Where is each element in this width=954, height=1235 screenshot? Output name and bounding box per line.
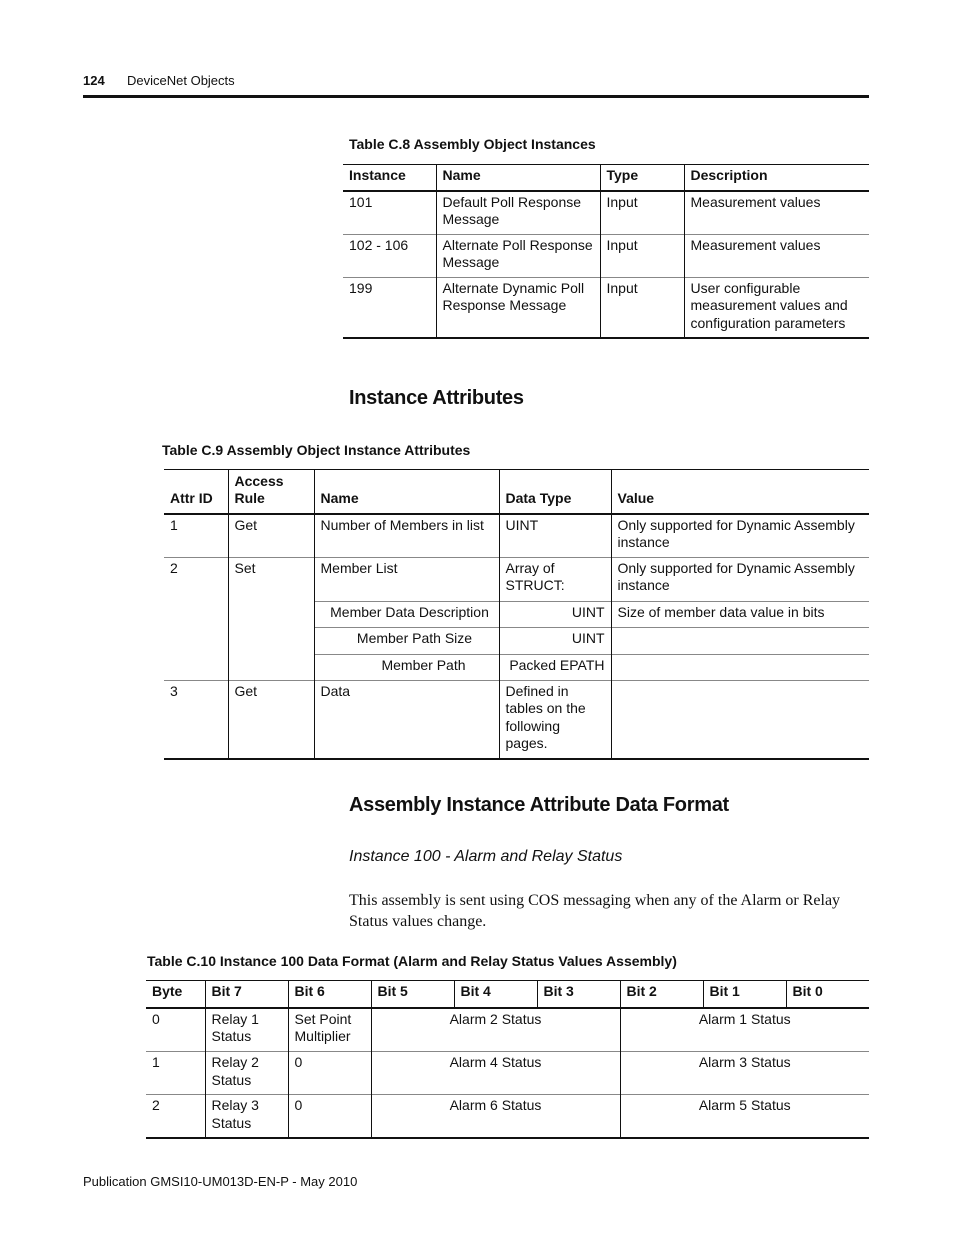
paragraph: This assembly is sent using COS messaging when any of the Alarm or Relay Status values change. [349, 892, 841, 930]
cell: Input [600, 234, 684, 277]
cell: UINT [499, 627, 611, 654]
cell: 101 [349, 193, 373, 210]
col-header: Name [314, 470, 499, 514]
section-heading: Assembly Instance Attribute Data Format [349, 794, 729, 816]
col-header: Bit 4 [454, 981, 537, 1008]
table-c9 [164, 469, 869, 760]
cell: Get [228, 514, 314, 558]
cell: Set [228, 557, 314, 680]
cell: Alarm 3 Status [620, 1052, 869, 1095]
col-header: Bit 2 [620, 981, 703, 1008]
cell: Alarm 5 Status [620, 1095, 869, 1139]
cell: Member Path Size [314, 627, 499, 654]
cell: Packed EPATH [499, 654, 611, 680]
col-header: Bit 1 [703, 981, 786, 1008]
page-footer: Publication GMSI10-UM013D-EN-P - May 2010 [83, 1174, 358, 1189]
cell: Defined in tables on the following pages. [499, 680, 611, 759]
cell: UINT [499, 601, 611, 627]
cell: 0 [152, 1010, 160, 1027]
table-row [146, 1008, 869, 1052]
table-row [343, 234, 869, 277]
table-c8 [343, 164, 869, 339]
page-number: 124 [83, 73, 105, 88]
cell: 0 [288, 1095, 371, 1139]
table-row [343, 277, 869, 338]
cell: Array of STRUCT: [499, 557, 611, 601]
col-header: Description [684, 165, 869, 191]
col-header: Access Rule [228, 470, 314, 514]
cell: Measurement values [684, 191, 869, 235]
running-header: DeviceNet Objects [127, 73, 235, 88]
cell: Measurement values [684, 234, 869, 277]
col-header: Attr ID [164, 470, 228, 514]
cell: UINT [499, 514, 611, 558]
col-header: Bit 3 [537, 981, 620, 1008]
cell: 0 [288, 1052, 371, 1095]
table-row [343, 191, 869, 235]
table-row [164, 514, 869, 558]
table-c8-caption: Table C.8 Assembly Object Instances [349, 136, 596, 152]
cell: Default Poll Response Message [436, 191, 600, 235]
table-c10-caption: Table C.10 Instance 100 Data Format (Alarm and Relay Status Values Assembly) [147, 953, 677, 969]
cell: Input [600, 191, 684, 235]
cell: 102 - 106 [343, 234, 436, 277]
cell: Only supported for Dynamic Assembly instance [611, 557, 869, 601]
subsection-heading: Instance 100 - Alarm and Relay Status [349, 848, 623, 865]
col-header: Bit 7 [205, 981, 288, 1008]
cell: Alarm 1 Status [620, 1008, 869, 1052]
table-c9-caption: Table C.9 Assembly Object Instance Attributes [162, 442, 471, 458]
header-rule [83, 95, 869, 98]
col-header: Bit 6 [288, 981, 371, 1008]
cell: 1 [146, 1052, 205, 1095]
col-header: Type [600, 165, 684, 191]
table-row [146, 1052, 869, 1095]
cell: Size of member data value in bits [611, 601, 869, 627]
cell: Member Data Description [314, 601, 499, 627]
cell [611, 627, 869, 654]
col-header: Name [436, 165, 600, 191]
cell [611, 654, 869, 680]
cell: Relay 3 Status [205, 1095, 288, 1139]
cell: 2 [164, 557, 228, 680]
cell: 3 [164, 680, 228, 759]
cell: Relay 2 Status [205, 1052, 288, 1095]
col-header: Bit 5 [371, 981, 454, 1008]
cell [611, 680, 869, 759]
col-header: Data Type [499, 470, 611, 514]
cell: Input [600, 277, 684, 338]
cell: Data [314, 680, 499, 759]
cell: Member Path [314, 654, 499, 680]
cell: Alternate Dynamic Poll Response Message [436, 277, 600, 338]
cell: Alarm 6 Status [371, 1095, 620, 1139]
cell: 1 [170, 516, 178, 533]
col-header: Instance [343, 165, 436, 191]
cell: User configurable measurement values and configuration parameters [684, 277, 869, 338]
cell: Number of Members in list [314, 514, 499, 558]
cell: 199 [343, 277, 436, 338]
col-header: Value [611, 470, 869, 514]
cell: 2 [146, 1095, 205, 1139]
cell: Alarm 4 Status [371, 1052, 620, 1095]
cell: Alarm 2 Status [371, 1008, 620, 1052]
section-heading: Instance Attributes [349, 387, 524, 409]
cell: Get [228, 680, 314, 759]
cell: Relay 1 Status [205, 1008, 288, 1052]
col-header: Bit 0 [786, 981, 869, 1008]
cell: Alternate Poll Response Message [436, 234, 600, 277]
table-c10 [146, 980, 869, 1139]
cell: Set Point Multiplier [288, 1008, 371, 1052]
table-row [164, 680, 869, 759]
cell: Member List [314, 557, 499, 601]
table-row [164, 557, 869, 601]
cell: Only supported for Dynamic Assembly instance [611, 514, 869, 558]
col-header: Byte [146, 981, 205, 1008]
table-row [146, 1095, 869, 1139]
